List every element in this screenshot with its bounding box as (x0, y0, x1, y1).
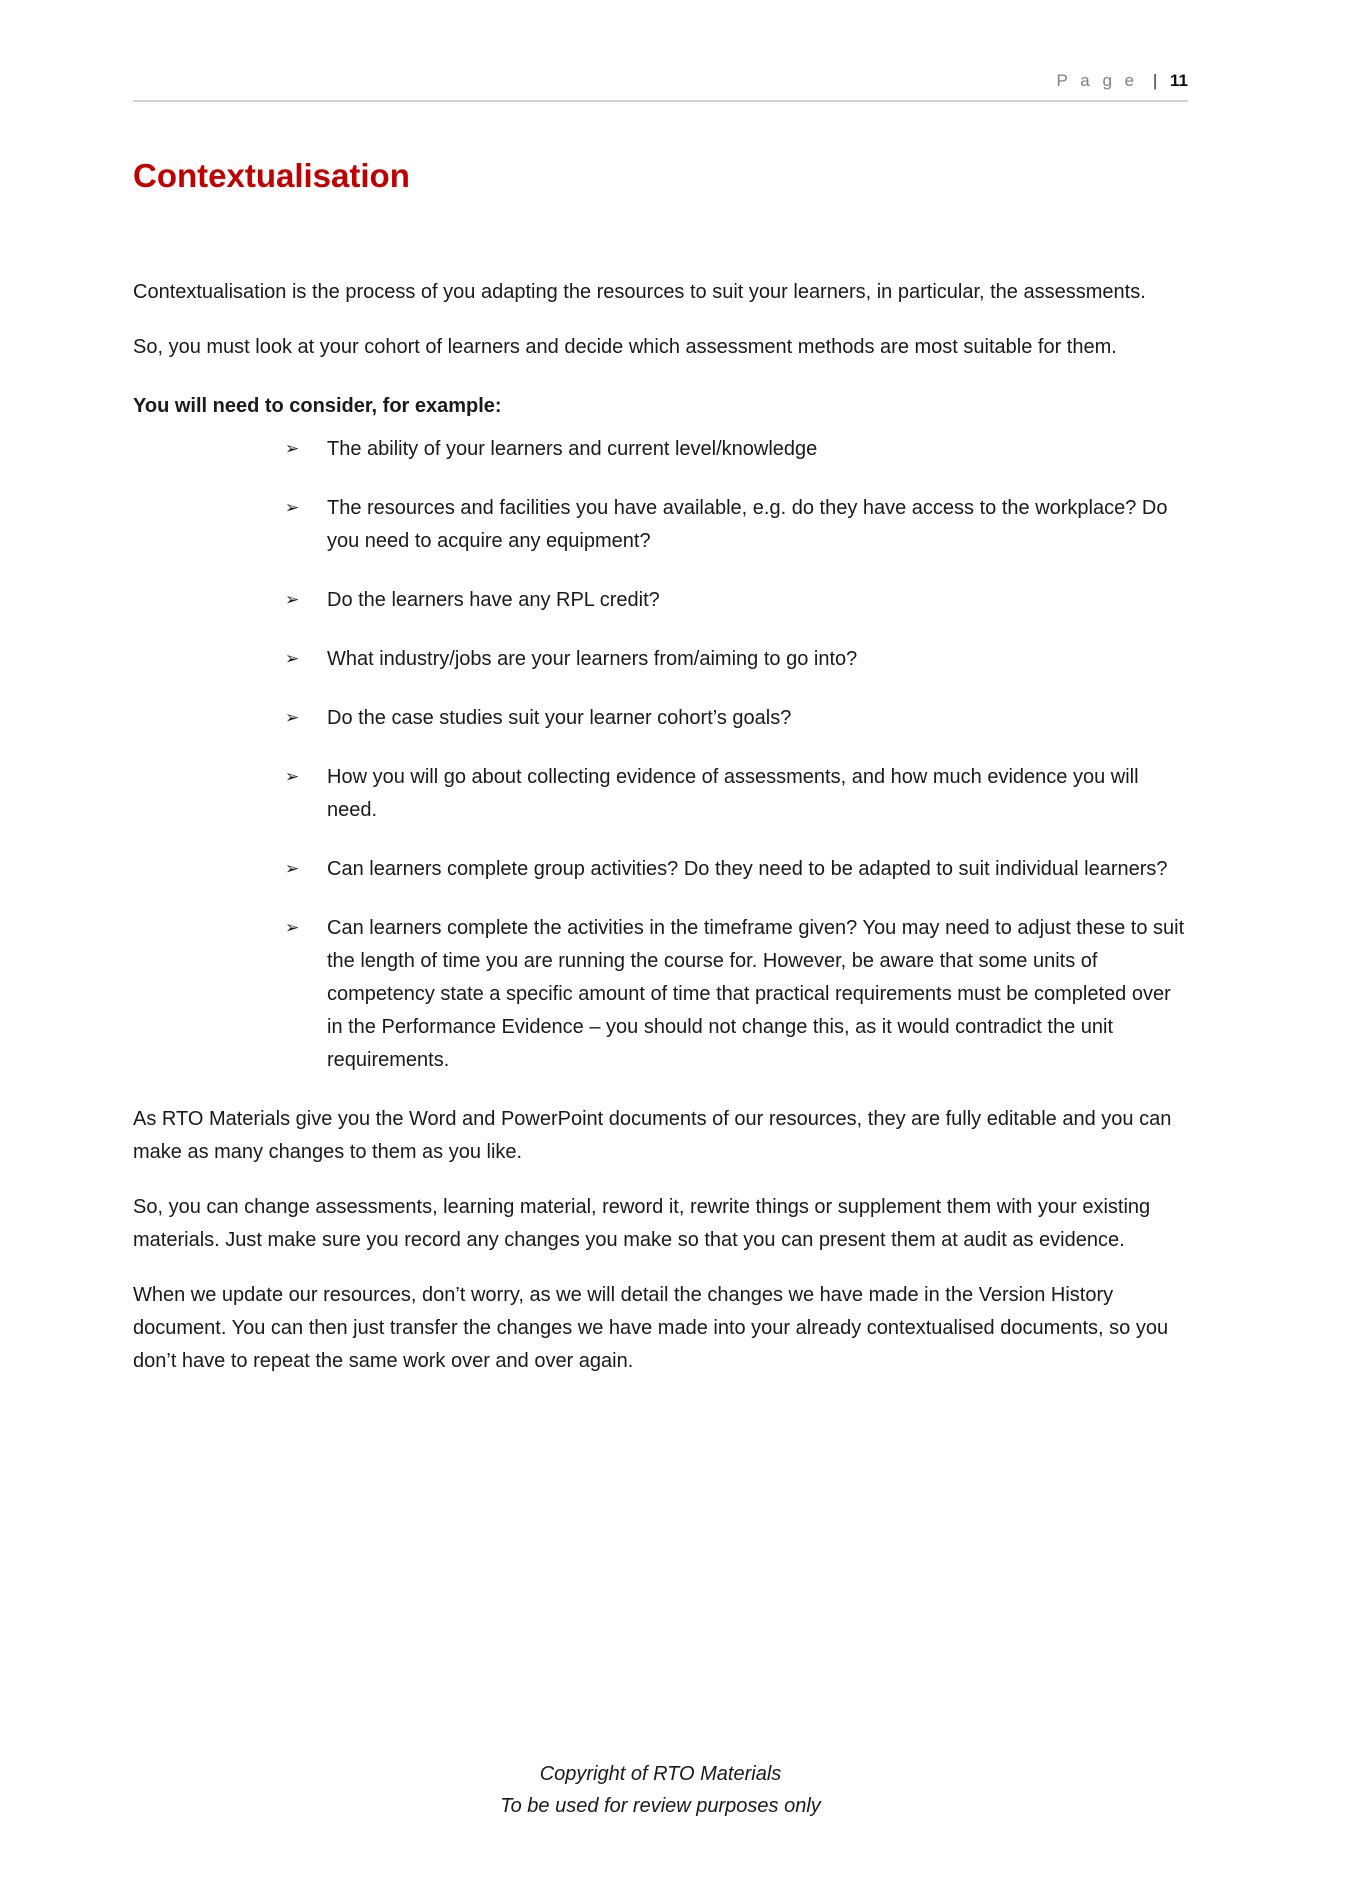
list-item-text: Can learners complete group activities? Do they need to be adapted to suit individual learners? (327, 858, 1168, 880)
footer-copyright-line: Copyright of RTO Materials (539, 1763, 782, 1785)
footer-review-line: To be used for review purposes only (500, 1795, 821, 1817)
page-header (133, 0, 1188, 92)
list-item (133, 492, 1188, 558)
list-item-text: The resources and facilities you have available, e.g. do they have access to the workplace? Do you need to acquire any equipment? (327, 497, 1168, 552)
paragraph-closing-1: As RTO Materials give you the Word and PowerPoint documents of our resources, they are fully editable and you can make as many changes to them as you like. (133, 1108, 1172, 1163)
arrow-bullet-icon: ➢ (285, 498, 300, 518)
page-label: P a g e (1056, 71, 1139, 90)
list-item-text: How you will go about collecting evidence of assessments, and how much evidence you will need. (327, 766, 1139, 821)
list-item (133, 761, 1188, 827)
list-item (133, 912, 1188, 1077)
paragraph-intro-1: Contextualisation is the process of you adapting the resources to suit your learners, in particular, the assessments. (133, 281, 1146, 303)
page-number: 11 (1170, 71, 1188, 90)
arrow-bullet-icon: ➢ (285, 859, 300, 879)
arrow-bullet-icon: ➢ (285, 708, 300, 728)
paragraph-closing-2: So, you can change assessments, learning material, reword it, rewrite things or supplement them with your existing materials. Just make sure you record any changes you make so that you can present them at audit as evidence. (133, 1196, 1151, 1251)
arrow-bullet-icon: ➢ (285, 649, 300, 669)
list-item-text: Do the case studies suit your learner cohort’s goals? (327, 707, 792, 729)
arrow-bullet-icon: ➢ (285, 439, 300, 459)
arrow-bullet-icon: ➢ (285, 590, 300, 610)
list-item (133, 702, 1188, 735)
consider-heading: You will need to consider, for example: (133, 395, 502, 417)
list-item-text: The ability of your learners and current level/knowledge (327, 438, 818, 460)
header-rule (133, 100, 1188, 102)
paragraph-closing-3: When we update our resources, don’t worry, as we will detail the changes we have made in the Version History document. You can then just transfer the changes we have made into your already contextualised documents, so you don’t have to repeat the same work over and over again. (133, 1284, 1169, 1372)
list-item (133, 584, 1188, 617)
arrow-bullet-icon: ➢ (285, 767, 300, 787)
list-item-text: Can learners complete the activities in the timeframe given? You may need to adjust these to suit the length of time you are running the course for. However, be aware that some units of competency state a specific amount of time that practical requirements must be completed over in the Performance Evidence – you should not change this, as it would contradict the unit requirements. (327, 917, 1185, 1071)
header-divider: | (1152, 71, 1158, 90)
list-item-text: What industry/jobs are your learners from/aiming to go into? (327, 648, 858, 670)
list-item-text: Do the learners have any RPL credit? (327, 589, 660, 611)
page-footer (133, 1758, 1188, 1822)
consider-list (133, 433, 1188, 1077)
list-item (133, 643, 1188, 676)
arrow-bullet-icon: ➢ (285, 918, 300, 938)
page-title: Contextualisation (133, 157, 410, 194)
list-item (133, 433, 1188, 466)
list-item (133, 853, 1188, 886)
paragraph-intro-2: So, you must look at your cohort of learners and decide which assessment methods are most suitable for them. (133, 336, 1117, 358)
